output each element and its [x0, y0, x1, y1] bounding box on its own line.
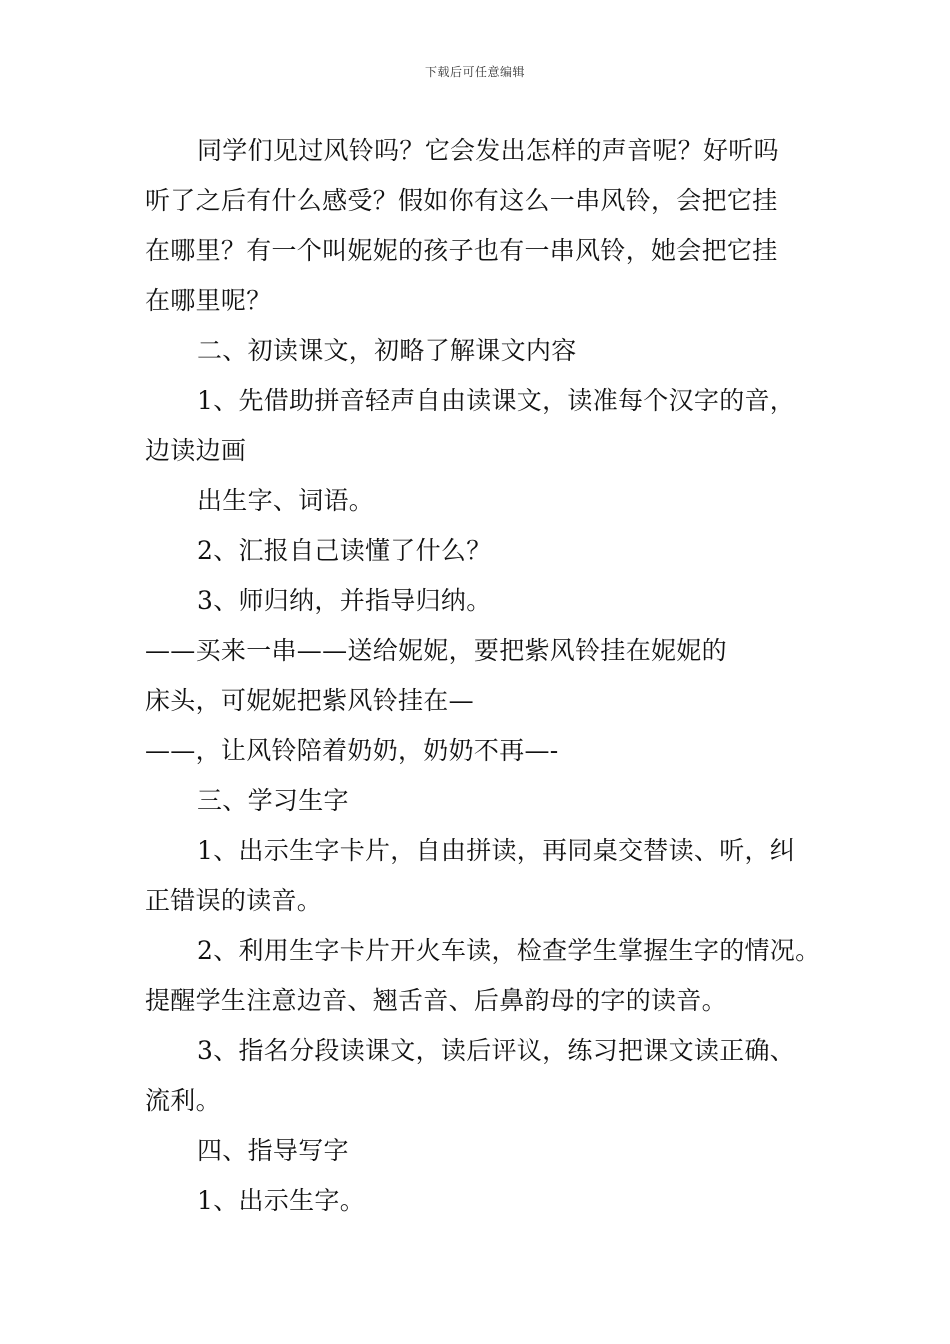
text-line: 出生字、词语。 — [197, 486, 375, 515]
text-line: 在哪里？有一个叫妮妮的孩子也有一串风铃，她会把它挂 — [145, 236, 778, 265]
section-heading: 二、初读课文，初略了解课文内容 — [197, 336, 577, 365]
text-line: ——买来一串——送给妮妮，要把紫风铃挂在妮妮的 — [145, 636, 727, 665]
text-line: 正错误的读音。 — [145, 886, 323, 915]
text-line: 边读边画 — [145, 436, 247, 465]
text-line: 流利。 — [145, 1086, 221, 1115]
document-body — [145, 126, 825, 1226]
text-line: 床头，可妮妮把紫风铃挂在— — [145, 686, 474, 715]
text-line: 在哪里呢？ — [145, 286, 272, 315]
text-line: 2、汇报自己读懂了什么？ — [197, 536, 492, 565]
text-line: 1、出示生字。 — [197, 1186, 366, 1215]
text-line: 同学们见过风铃吗？它会发出怎样的声音呢？好听吗 — [197, 136, 779, 165]
section-heading: 四、指导写字 — [197, 1136, 349, 1165]
text-line: ——，让风铃陪着奶奶，奶奶不再—- — [145, 736, 559, 765]
page-header: 下载后可任意编辑 — [424, 65, 525, 79]
text-line: 1、出示生字卡片，自由拼读，再同桌交替读、听，纠 — [197, 836, 796, 865]
text-line: 提醒学生注意边音、翘舌音、后鼻韵母的字的读音。 — [145, 986, 727, 1015]
text-line: 3、师归纳，并指导归纳。 — [197, 586, 492, 615]
text-line: 3、指名分段读课文，读后评议，练习把课文读正确、 — [197, 1036, 796, 1065]
text-line: 1、先借助拼音轻声自由读课文，读准每个汉字的音， — [197, 386, 796, 415]
text-line: 听了之后有什么感受？假如你有这么一串风铃，会把它挂 — [145, 186, 778, 215]
text-line: 2、利用生字卡片开火车读，检查学生掌握生字的情况。 — [197, 936, 821, 965]
section-heading: 三、学习生字 — [197, 786, 349, 815]
